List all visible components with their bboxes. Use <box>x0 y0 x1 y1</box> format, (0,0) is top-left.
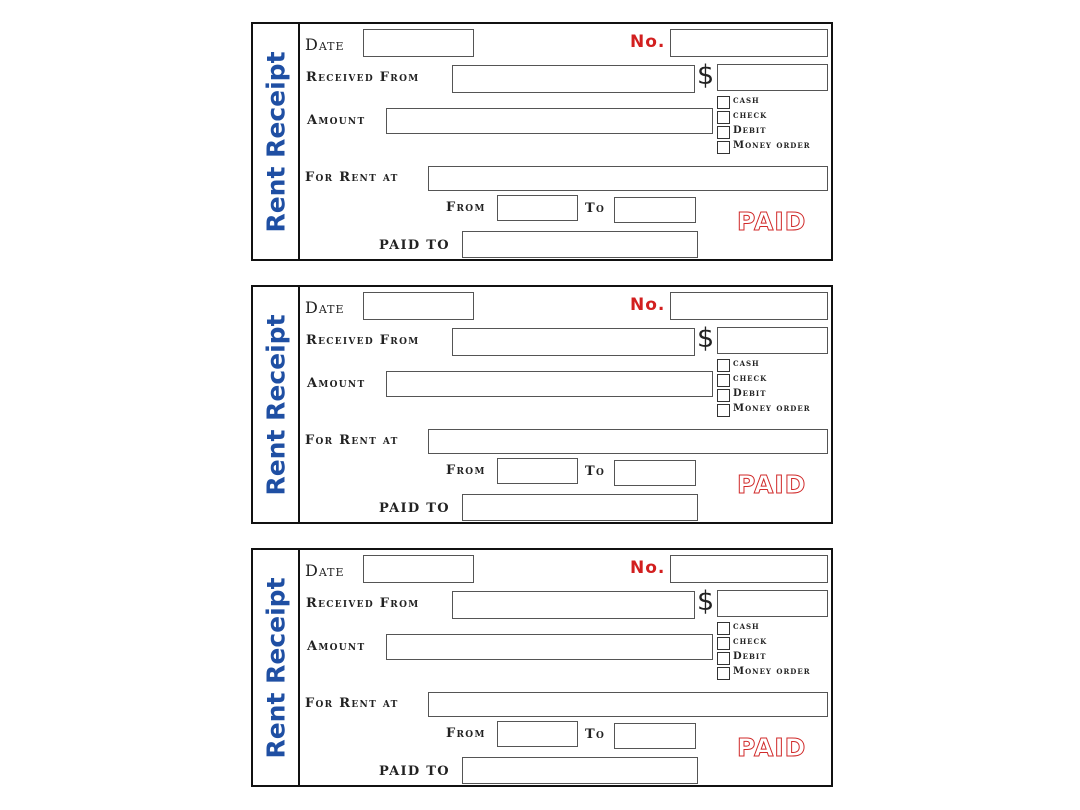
date-label: Date <box>305 298 345 317</box>
amount-label: Amount <box>307 376 366 391</box>
paid-stamp: PAID <box>737 733 807 762</box>
for-rent-at-label: For Rent at <box>305 696 399 711</box>
paid-to-label: PAID TO <box>379 238 450 253</box>
checkbox-icon[interactable] <box>717 374 730 387</box>
receipt-title: Rent Receipt <box>261 313 290 496</box>
amount-field[interactable] <box>386 108 713 134</box>
receipt-number-label: No. <box>630 295 666 315</box>
date-label: Date <box>305 561 345 580</box>
checkbox-icon[interactable] <box>717 126 730 139</box>
for-rent-at-label: For Rent at <box>305 170 399 185</box>
rent-receipt-1: Rent Receipt Date No. Received From $ Amount cash check Debit Money order For Rent at From To PAID PAID TO <box>251 22 833 261</box>
to-label: To <box>585 727 606 742</box>
to-date-field[interactable] <box>614 197 696 223</box>
paid-to-field[interactable] <box>462 494 698 521</box>
receipt-spine <box>253 550 300 785</box>
date-label: Date <box>305 35 345 54</box>
received-from-field[interactable] <box>452 65 695 93</box>
rent-receipt-2: Rent Receipt Date No. Received From $ Amount cash check Debit Money order For Rent at From To PAID PAID TO <box>251 285 833 524</box>
rent-receipt-3: Rent Receipt Date No. Received From $ Amount cash check Debit Money order For Rent at From To PAID PAID TO <box>251 548 833 787</box>
from-label: From <box>446 726 486 741</box>
checkbox-icon[interactable] <box>717 667 730 680</box>
checkbox-icon[interactable] <box>717 96 730 109</box>
paid-to-field[interactable] <box>462 757 698 784</box>
receipt-number-field[interactable] <box>670 292 828 320</box>
received-from-label: Received From <box>306 70 420 85</box>
checkbox-icon[interactable] <box>717 404 730 417</box>
receipt-number-label: No. <box>630 32 666 52</box>
from-date-field[interactable] <box>497 195 578 221</box>
receipt-title: Rent Receipt <box>261 576 290 759</box>
from-label: From <box>446 463 486 478</box>
rental-address-field[interactable] <box>428 692 828 717</box>
from-date-field[interactable] <box>497 721 578 747</box>
amount-field[interactable] <box>386 371 713 397</box>
checkbox-icon[interactable] <box>717 141 730 154</box>
amount-field[interactable] <box>386 634 713 660</box>
to-label: To <box>585 201 606 216</box>
checkbox-icon[interactable] <box>717 622 730 635</box>
amount-label: Amount <box>307 113 366 128</box>
dollar-sign: $ <box>697 323 715 354</box>
receipt-spine <box>253 287 300 522</box>
received-from-label: Received From <box>306 333 420 348</box>
amount-label: Amount <box>307 639 366 654</box>
receipt-title: Rent Receipt <box>261 50 290 233</box>
to-label: To <box>585 464 606 479</box>
checkbox-icon[interactable] <box>717 111 730 124</box>
date-field[interactable] <box>363 292 474 320</box>
from-date-field[interactable] <box>497 458 578 484</box>
dollar-amount-field[interactable] <box>717 64 828 91</box>
paid-to-label: PAID TO <box>379 501 450 516</box>
to-date-field[interactable] <box>614 723 696 749</box>
receipt-number-label: No. <box>630 558 666 578</box>
for-rent-at-label: For Rent at <box>305 433 399 448</box>
paid-stamp: PAID <box>737 207 807 236</box>
received-from-label: Received From <box>306 596 420 611</box>
rental-address-field[interactable] <box>428 429 828 454</box>
rental-address-field[interactable] <box>428 166 828 191</box>
received-from-field[interactable] <box>452 591 695 619</box>
paid-stamp: PAID <box>737 470 807 499</box>
paid-to-label: PAID TO <box>379 764 450 779</box>
dollar-sign: $ <box>697 586 715 617</box>
checkbox-icon[interactable] <box>717 389 730 402</box>
checkbox-icon[interactable] <box>717 652 730 665</box>
dollar-amount-field[interactable] <box>717 327 828 354</box>
received-from-field[interactable] <box>452 328 695 356</box>
checkbox-icon[interactable] <box>717 359 730 372</box>
from-label: From <box>446 200 486 215</box>
paid-to-field[interactable] <box>462 231 698 258</box>
to-date-field[interactable] <box>614 460 696 486</box>
receipt-number-field[interactable] <box>670 555 828 583</box>
receipt-spine <box>253 24 300 259</box>
receipt-number-field[interactable] <box>670 29 828 57</box>
date-field[interactable] <box>363 29 474 57</box>
dollar-amount-field[interactable] <box>717 590 828 617</box>
date-field[interactable] <box>363 555 474 583</box>
checkbox-icon[interactable] <box>717 637 730 650</box>
dollar-sign: $ <box>697 60 715 91</box>
